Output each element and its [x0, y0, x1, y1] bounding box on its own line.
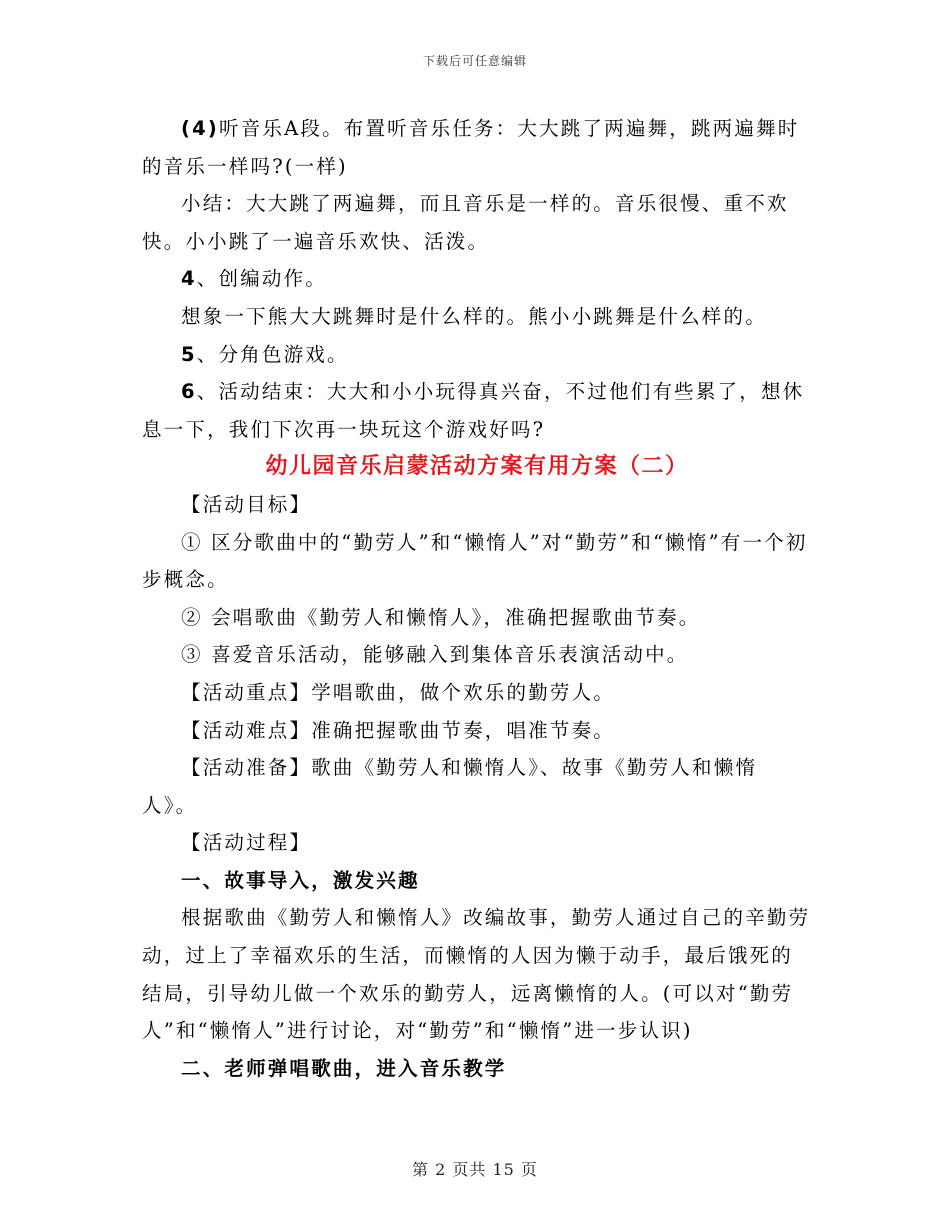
paragraph: 【活动目标】 — [181, 492, 312, 516]
paragraph: (4)听音乐A段。布置听音乐任务：大大跳了两遍舞，跳两遍舞时的音乐一样吗?(一样) — [142, 117, 800, 178]
item-number: 5 — [181, 342, 197, 366]
paragraph: 6、活动结束：大大和小小玩得真兴奋，不过他们有些累了，想休息一下，我们下次再一块玩这个游戏好吗? — [142, 380, 805, 441]
paragraph: 小结：大大跳了两遍舞，而且音乐是一样的。音乐很慢、重不欢快。小小跳了一遍音乐欢快、活泼。 — [142, 192, 789, 253]
paragraph: ② 会唱歌曲《勤劳人和懒惰人》，准确把握歌曲节奏。 — [181, 605, 701, 629]
item-number: 4 — [181, 267, 197, 291]
paragraph: 【活动重点】学唱歌曲，做个欢乐的勤劳人。 — [181, 680, 616, 704]
paragraph: 【活动难点】准确把握歌曲节奏，唱准节奏。 — [181, 718, 616, 742]
document-body — [142, 110, 812, 1087]
paragraph: ③ 喜爱音乐活动，能够融入到集体音乐表演活动中。 — [181, 643, 689, 667]
page-header: 下载后可任意编辑 — [422, 54, 527, 68]
section-title: 幼儿园音乐启蒙活动方案有用方案（二） — [265, 453, 689, 480]
page-footer: 第 2 页共 15 页 — [412, 1160, 538, 1179]
item-number: (4) — [181, 117, 219, 140]
paragraph: 根据歌曲《勤劳人和懒惰人》改编故事，勤劳人通过自己的辛勤劳动，过上了幸福欢乐的生活，而懒惰的人因为懒于动手，最后饿死的结局，引导幼儿做一个欢乐的勤劳人，远离懒惰的人。(可以对“勤劳人”和“懒惰人”进行讨论，对“勤劳”和“懒惰”进一步认识) — [142, 906, 811, 1043]
paragraph: 【活动过程】 — [181, 831, 312, 855]
item-number: 6 — [181, 380, 197, 404]
paragraph: 【活动准备】歌曲《勤劳人和懒惰人》、故事《勤劳人和懒惰人》。 — [142, 756, 758, 817]
paragraph: 想象一下熊大大跳舞时是什么样的。熊小小跳舞是什么样的。 — [181, 304, 767, 328]
paragraph: 4、创编动作。 — [181, 267, 327, 291]
subsection-heading: 一、故事导入，激发兴趣 — [181, 868, 420, 892]
paragraph: 5、分角色游戏。 — [181, 342, 349, 366]
paragraph: ① 区分歌曲中的“勤劳人”和“懒惰人”对“勤劳”和“懒惰”有一个初步概念。 — [142, 530, 808, 592]
subsection-heading: 二、老师弹唱歌曲，进入音乐教学 — [181, 1056, 507, 1080]
